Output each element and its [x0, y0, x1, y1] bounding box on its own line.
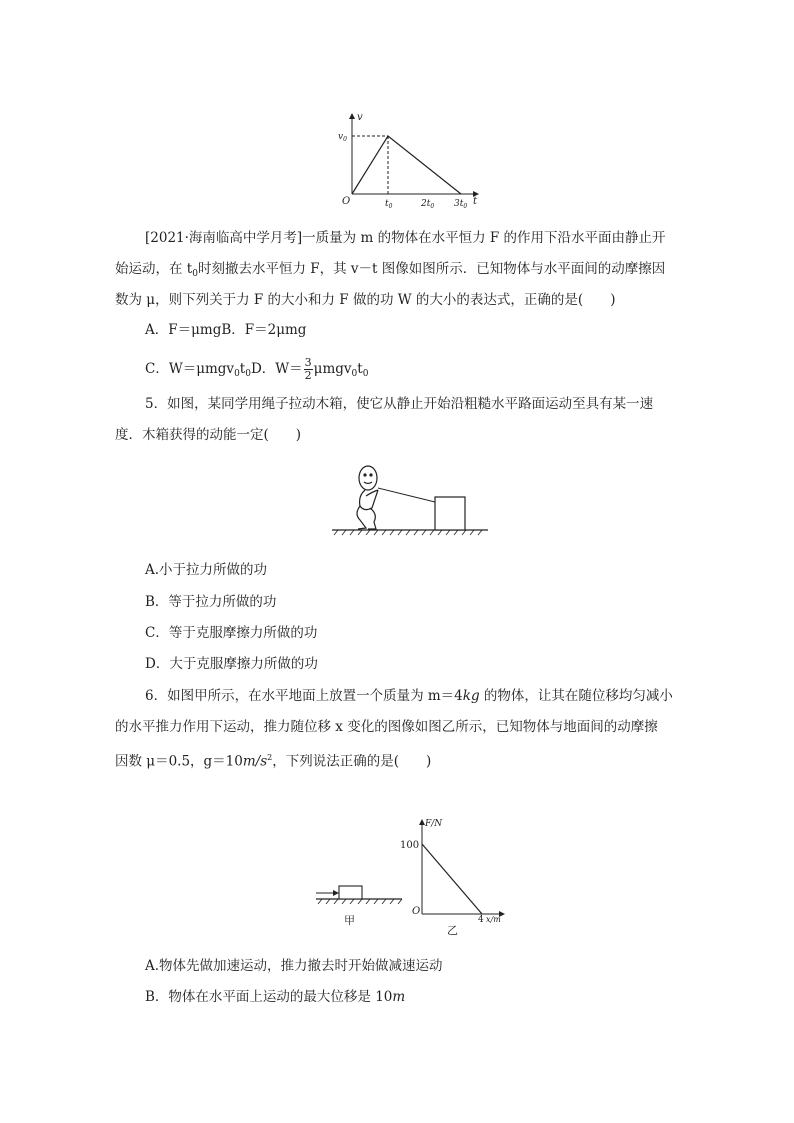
label-yi: 乙 [447, 924, 458, 937]
vt-origin: O [342, 196, 351, 207]
q6-option-b: B．物体在水平面上运动的最大位移是 10m [145, 989, 406, 1005]
wooden-box [435, 497, 465, 530]
fig-jia [312, 878, 408, 934]
fx-label-x: x/m [486, 915, 501, 924]
pull-box-figure [330, 462, 490, 538]
q6-line-1: 6．如图甲所示，在水平地面上放置一个质量为 m＝4kg 的物体，让其在随位移均匀减小 [145, 688, 673, 704]
vt-v0: $v_0$ [338, 132, 347, 143]
q6-line-3: 因数 μ＝0.5，$g=10m/s^2$，下列说法正确的是( ) [115, 753, 432, 770]
fraction-3-2: $\frac{3}{2}$ [304, 356, 312, 382]
q4-line-3: 数为 μ，则下列关于力 F 的大小和力 F 做的功 W 的大小的表达式，正确的是( ) [115, 292, 616, 308]
label-jia: 甲 [344, 914, 355, 927]
q6-line-2: 的水平推力作用下运动，推力随位移 x 变化的图像如图乙所示，已知物体与地面间的动摩擦 [115, 719, 658, 735]
vt-curve [352, 136, 461, 194]
vt-graph [335, 108, 485, 208]
vt-label-v: v [357, 112, 363, 123]
q5-option-b: B．等于拉力所做的功 [145, 594, 277, 610]
block [339, 886, 362, 899]
vt-tick-2: $2t_0$ [421, 199, 435, 208]
person-icon [357, 466, 378, 529]
q4-line-2: 始运动，在 $t_0$时刻撤去水平恒力 F，其 v－t 图像如图所示．已知物体与水平面间的动摩擦因 [115, 261, 666, 279]
q6-option-a: A.物体先做加速运动，推力撤去时开始做减速运动 [145, 958, 443, 974]
rope [378, 488, 435, 502]
q4-option-a: A．F＝μmgB．F＝2μmg [145, 322, 307, 338]
vt-tick-3: $3t_0$ [454, 199, 468, 208]
q5-option-a: A.小于拉力所做的功 [145, 562, 268, 578]
q5-line-1: 5．如图，某同学用绳子拉动木箱，使它从静止开始沿粗糙水平路面运动至具有某一速 [145, 396, 654, 412]
fx-label-4: 4 [478, 915, 484, 925]
fx-label-100: 100 [400, 840, 420, 851]
q4-option-c: C．$W=\mu mgv_0t_0D$．W＝ $\frac{3}{2}$ $\mu mgv_0t_0$ [145, 356, 369, 382]
q5-line-2: 度．木箱获得的动能一定( ) [115, 427, 302, 443]
vt-tick-1: $t_0$ [385, 199, 393, 208]
q4-line-1: [2021·海南临高中学月考]一质量为 m 的物体在水平恒力 F 的作用下沿水平面由静止开 [145, 230, 666, 246]
fx-origin: O [412, 906, 421, 917]
q5-option-c: C．等于克服摩擦力所做的功 [145, 625, 318, 641]
ground-hatch [334, 530, 482, 535]
fx-line [422, 844, 482, 914]
fx-graph [398, 814, 508, 938]
q5-option-d: D．大于克服摩擦力所做的功 [145, 656, 318, 672]
vt-label-t: t [473, 196, 478, 207]
fx-label-f: F/N [425, 819, 443, 829]
ground-hatch-jia [318, 899, 402, 904]
